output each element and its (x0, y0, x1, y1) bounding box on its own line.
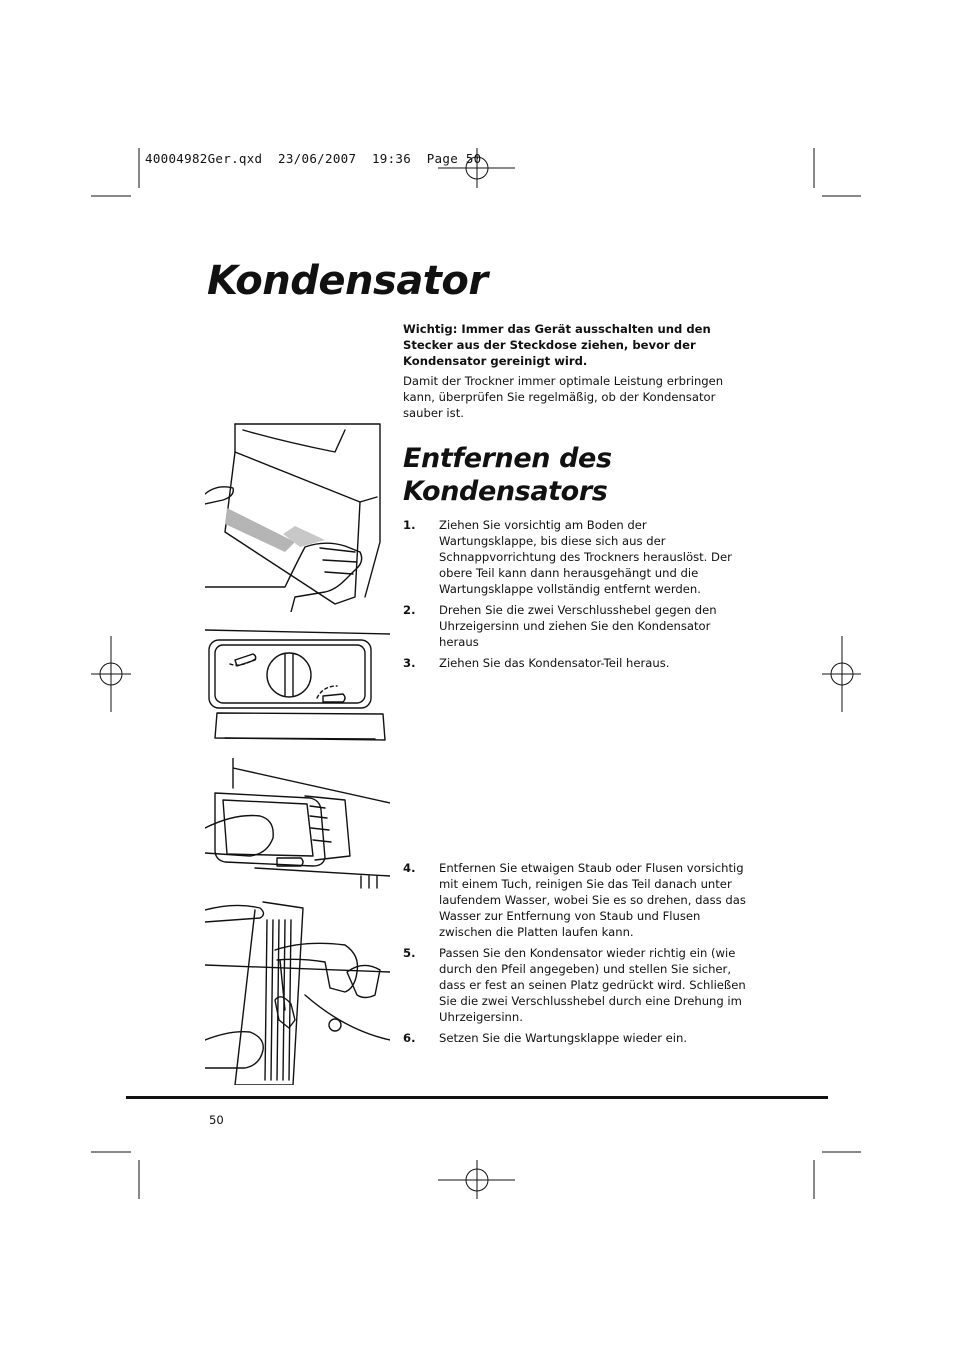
step-number: 3. (403, 656, 416, 670)
step-item (403, 945, 748, 1025)
step-text: Drehen Sie die zwei Verschlusshebel gegen den Uhrzeigersinn und ziehen Sie den Kondensator heraus (439, 603, 717, 649)
step-text: Ziehen Sie vorsichtig am Boden der Wartungsklappe, bis diese sich aus der Schnappvorrichtung des Trockners herauslöst. Der obere Teil kann dann herausgehängt und die Wartungsklappe vollständig entfernt werden. (439, 518, 732, 596)
intro-text: Damit der Trockner immer optimale Leistung erbringen kann, überprüfen Sie regelmäßig, ob der Kondensator sauber ist. (403, 374, 724, 420)
step-number: 1. (403, 518, 416, 532)
step-item (403, 860, 748, 940)
step-text: Passen Sie den Kondensator wieder richtig ein (wie durch den Pfeil angegeben) und stellen Sie sicher, dass er fest an seinen Platz gedrückt wird. Schließen Sie die zwei Verschlusshebel durch eine Drehung im Uhrzeigersinn. (439, 946, 746, 1024)
step-text: Ziehen Sie das Kondensator-Teil heraus. (439, 656, 670, 670)
step-item (403, 655, 748, 671)
illustration-locking-levers (205, 628, 390, 746)
step-number: 5. (403, 946, 416, 960)
step-item (403, 1030, 748, 1046)
step-number: 2. (403, 603, 416, 617)
step-number: 4. (403, 861, 416, 875)
footer-rule (126, 1096, 828, 1099)
step-item (403, 602, 748, 650)
illustration-remove-flap (205, 422, 390, 612)
step-list-first (403, 517, 748, 676)
print-slug: 40004982Ger.qxd 23/06/2007 19:36 Page 50 (145, 151, 482, 166)
warning-text: Wichtig: Immer das Gerät ausschalten und den Stecker aus der Steckdose ziehen, bevor der Kondensator gereinigt wird. (403, 322, 711, 368)
step-text: Setzen Sie die Wartungsklappe wieder ein. (439, 1031, 688, 1045)
page-title: Kondensator (207, 258, 488, 304)
step-number: 6. (403, 1031, 416, 1045)
step-item (403, 517, 748, 597)
step-text: Entfernen Sie etwaigen Staub oder Flusen vorsichtig mit einem Tuch, reinigen Sie das Teil danach unter laufendem Wasser, wobei Sie es so drehen, dass das Wasser zur Entfernung von Staub und Flusen zwischen die Platten laufen kann. (439, 861, 746, 939)
illustration-pull-condenser (205, 758, 390, 890)
step-list-second (403, 860, 748, 1051)
section-heading: Entfernen des Kondensators (403, 443, 612, 507)
page-number: 50 (209, 1113, 224, 1127)
illustration-rinse-condenser (205, 900, 390, 1085)
